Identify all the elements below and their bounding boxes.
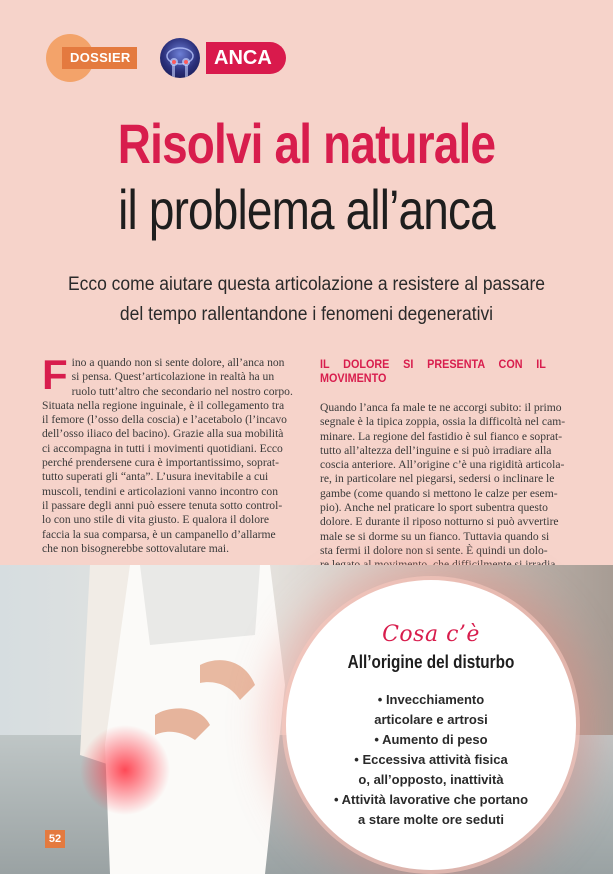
left-line: si pensa. Quest’articolazione in realtà ha un [71, 370, 275, 384]
right-line: coscia anteriore. All’origine c’è una rigidità articola- [320, 458, 565, 472]
section-heading: IL DOLORE SI PRESENTA CON IL MOVIMENTO [320, 357, 546, 385]
infobox-item: articolare e artrosi [374, 712, 488, 727]
infobox-item: o, all’opposto, inattività [358, 772, 504, 787]
right-line: tutto all’altezza dell’inguine e si può irradiare alla [320, 443, 552, 457]
right-line: sta fermi il dolore non si sente. È quindi un dolo- [320, 543, 548, 557]
section-tag [46, 34, 272, 82]
left-line: ruolo tutt’altro che secondario nel nostro corpo. [71, 384, 293, 398]
article-column-right [320, 357, 571, 573]
right-line: segnale è la tipica zoppia, ossia la difficoltà nel cam- [320, 415, 566, 429]
right-line: pio). Anche nel praticare lo sport subentra questo [320, 501, 548, 515]
right-line: Quando l’anca fa male te ne accorgi subito: il primo [320, 401, 562, 414]
left-line: il passare degli anni può essere tenuta sotto control- [42, 498, 283, 512]
dossier-label: DOSSIER [62, 47, 137, 69]
infobox-subtitle: All’origine del disturbo [347, 652, 515, 672]
right-line: dolore. E durante il riposo notturno si può avvertire [320, 515, 559, 529]
right-line: re, in particolare nel piegarsi, sedersi o inclinare le [320, 472, 555, 486]
headline [0, 112, 613, 244]
left-line: perché prendersene cura è importantissimo, soprat- [42, 456, 279, 470]
infobox-item: • Invecchiamento [377, 692, 485, 707]
infobox-item: • Attività lavorative che portano [333, 792, 529, 807]
left-line: faccia la sua comparsa, è un campanello d’allarme [42, 527, 276, 541]
infobox-list [286, 690, 576, 830]
left-line: ci accompagna in tutti i movimenti quotidiani. Ecco [42, 441, 283, 455]
headline-line-1: Risolvi al naturale [117, 112, 496, 175]
infobox-item: • Aumento di peso [374, 732, 488, 747]
standfirst-line-2: del tempo rallentandone i fenomeni degenerativi [119, 304, 494, 325]
infobox-item: • Eccessiva attività fisica [354, 752, 508, 767]
topic-label: ANCA [206, 42, 286, 74]
hip-xray-image [160, 38, 200, 78]
infobox-title: Cosa c’è [382, 622, 480, 647]
right-line: gambe (come quando si mettono le calze per esem- [320, 486, 558, 500]
page-number: 52 [45, 830, 65, 848]
right-line: male se si dorme su un fianco. Tuttavia quando si [320, 529, 550, 543]
left-line: dell’osso iliaco del bacino). Grazie alla sua mobilità [42, 427, 284, 441]
headline-line-2: il problema all’anca [118, 178, 495, 241]
left-line: lo con uno stile di vita giusto. E qualora il dolore [42, 513, 270, 527]
left-line: il femore (l’osso della coscia) e l’acetabolo (l’incavo [42, 413, 287, 427]
left-line: Situata nella regione inguinale, è il collegamento tra [42, 398, 285, 412]
infobox-circle [286, 580, 576, 870]
left-line: muscoli, tendini e articolazioni vanno incontro con [42, 484, 278, 498]
left-line: tutto superati gli “anta”. L’usura inevitabile a cui [42, 470, 269, 484]
infobox-item: a stare molte ore seduti [358, 812, 504, 827]
standfirst [61, 270, 551, 330]
left-line: che non bisognerebbe sottovalutare mai. [42, 541, 230, 555]
left-line: ino a quando non si sente dolore, all’anca non [71, 356, 285, 369]
dropcap: F [42, 351, 68, 398]
right-line: minare. La regione del fastidio è sul fianco e soprat- [320, 429, 563, 443]
standfirst-line-1: Ecco come aiutare questa articolazione a resistere al passare [67, 274, 546, 295]
article-column-left [42, 351, 296, 556]
woman-holding-hip-illustration [70, 565, 320, 874]
